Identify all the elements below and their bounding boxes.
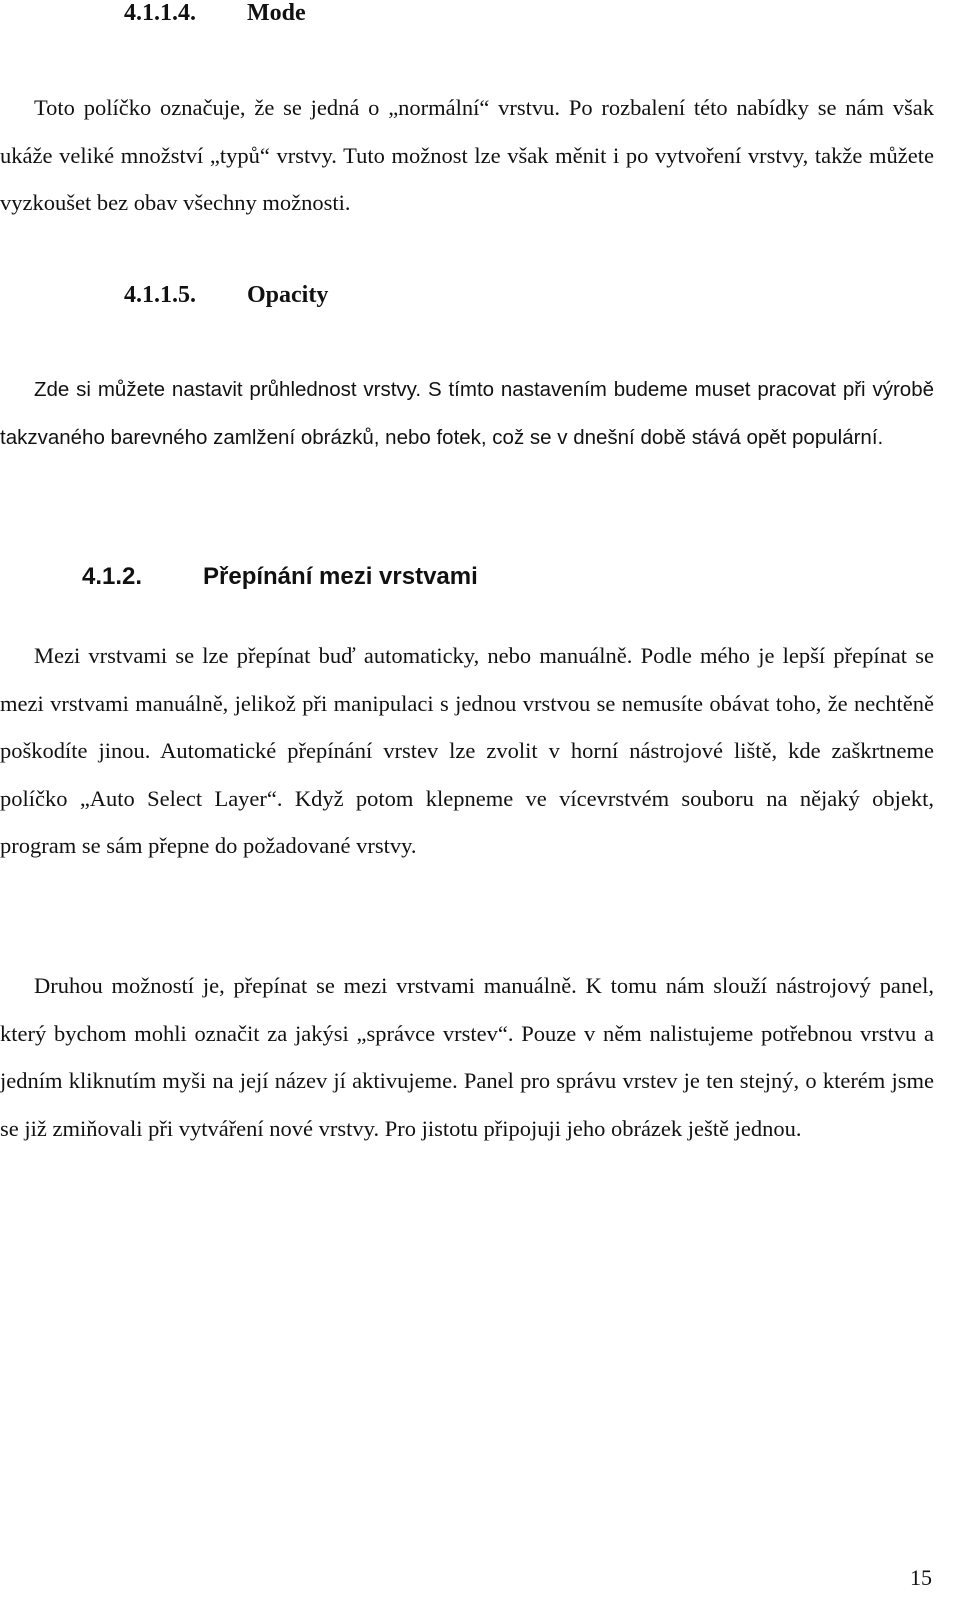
- page-number: 15: [910, 1565, 932, 1590]
- section-heading-opacity: [124, 282, 328, 309]
- paragraph-switching-1: Mezi vrstvami se lze přepínat buď automaticky, nebo manuálně. Podle mého je lepší přepínat se mezi vrstvami manuálně, jelikož při manipulaci s jednou vrstvou se nemusíte obávat toho, že nechtěně poškodíte jinou. Automatické přepínání vrstev lze zvolit v horní nástrojové liště, kde zaškrtneme políčko „Auto Select Layer“. Když potom klepneme ve vícevrstvém souboru na nějaký objekt, program se sám přepne do požadované vrstvy.: [0, 643, 934, 858]
- paragraph-opacity: Zde si můžete nastavit průhlednost vrstvy. S tímto nastavením budeme muset pracovat při výrobě takzvaného barevného zamlžení obrázků, nebo fotek, což se v dnešní době stává opět populární.: [0, 378, 934, 449]
- paragraph-switching-2: Druhou možností je, přepínat se mezi vrstvami manuálně. K tomu nám slouží nástrojový panel, který bychom mohli označit za jakýsi „správce vrstev“. Pouze v něm nalistujeme potřebnou vrstvu a jedním kliknutím myši na její název jí aktivujeme. Panel pro správu vrstev je ten stejný, o kterém jsme se již zmiňovali při vytváření nové vrstvy. Pro jistotu připojuji jeho obrázek ještě jednou.: [0, 973, 934, 1141]
- section-number: 4.1.1.5.: [124, 282, 196, 308]
- section-number: 4.1.2.: [82, 563, 143, 590]
- section-heading-switching: [82, 563, 478, 591]
- section-number: 4.1.1.4.: [124, 0, 196, 26]
- paragraph-mode: Toto políčko označuje, že se jedná o „normální“ vrstvu. Po rozbalení této nabídky se nám však ukáže veliké množství „typů“ vrstvy. Tuto možnost lze však měnit i po vytvoření vrstvy, takže můžete vyzkoušet bez obav všechny možnosti.: [0, 95, 934, 215]
- section-heading-mode: [124, 0, 306, 27]
- section-title: Přepínání mezi vrstvami: [203, 563, 478, 590]
- section-title: Opacity: [247, 282, 329, 308]
- section-title: Mode: [247, 0, 306, 26]
